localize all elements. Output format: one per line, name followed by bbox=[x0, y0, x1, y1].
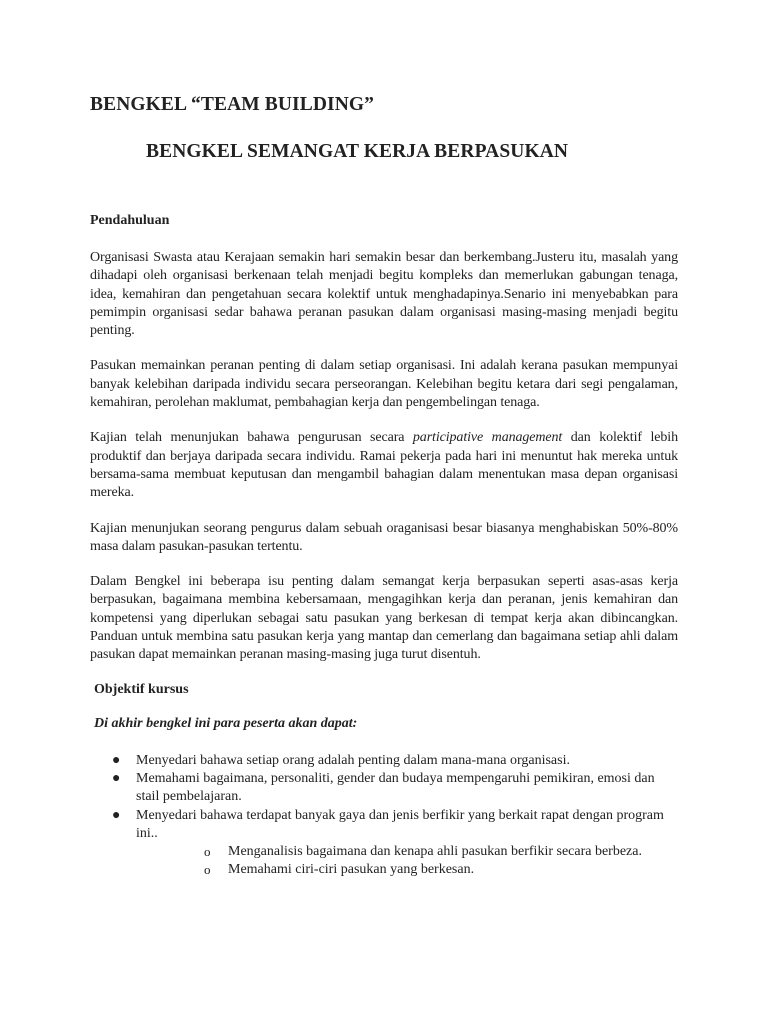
objectives-heading: Objektif kursus bbox=[94, 681, 189, 697]
intro-paragraph-3 bbox=[90, 429, 678, 502]
document-page bbox=[90, 94, 678, 880]
intro-paragraph-3-end: dan kolektif lebih produktif dan berjaya daripada secara individu. Ramai pekerja pada hari ini menuntut hak mereka untuk bersama-sama membuat keputusan dan mengambil bahagian dalam menentukan masa depan organisasi mereka. bbox=[90, 430, 678, 501]
intro-paragraph-4: Kajian menunjukan seorang pengurus dalam sebuah oraganisasi besar biasanya menghabiskan 50%-80% masa dalam pasukan-pasukan tertentu. bbox=[90, 520, 678, 554]
sub-list-item bbox=[136, 843, 678, 861]
list-item bbox=[90, 752, 678, 770]
objectives-sublist bbox=[136, 843, 678, 880]
bullet-icon: ● bbox=[112, 770, 121, 786]
document-subtitle: BENGKEL SEMANGAT KERJA BERPASUKAN bbox=[146, 141, 569, 162]
intro-paragraph-3-start: Kajian telah menunjukan bahawa pengurusan secara bbox=[90, 430, 413, 446]
list-item bbox=[90, 807, 678, 880]
sub-list-item-text: Menganalisis bagaimana dan kenapa ahli pasukan berfikir secara berbeza. bbox=[228, 844, 642, 860]
intro-paragraph-5: Dalam Bengkel ini beberapa isu penting dalam semangat kerja berpasukan seperti asas-asas kerja berpasukan, bagaimana membina kebersamaan, mengagihkan kerja dan peranan, jenis kemahiran dan kompetensi yang diperlukan sebagai satu pasukan yang berkesan di tempat kerja akan dibincangkan. Panduan untuk membina satu pasukan kerja yang mantap dan cemerlang dan bagaimana setiap ahli dalam pasukan dapat memainkan peranan masing-masing juga turut disentuh. bbox=[90, 574, 678, 663]
list-item-text: Menyedari bahawa setiap orang adalah penting dalam mana-mana organisasi. bbox=[136, 752, 570, 768]
intro-paragraph-2: Pasukan memainkan peranan penting di dalam setiap organisasi. Ini adalah kerana pasukan mempunyai banyak kelebihan daripada individu secara perseorangan. Kelebihan begitu ketara dari segi pengalaman, kemahiran, perolehan maklumat, pembahagian kerja dan pengembelingan tenaga. bbox=[90, 358, 678, 411]
list-item-text: Menyedari bahawa terdapat banyak gaya dan jenis berfikir yang berkait rapat dengan program ini.. bbox=[136, 807, 664, 841]
document-title: BENGKEL “TEAM BUILDING” bbox=[90, 94, 375, 115]
list-item-text: Memahami bagaimana, personaliti, gender dan budaya mempengaruhi pemikiran, emosi dan stail pembelajaran. bbox=[136, 770, 655, 805]
list-item bbox=[90, 770, 678, 807]
intro-heading: Pendahuluan bbox=[90, 213, 170, 228]
sub-list-item bbox=[136, 861, 678, 879]
participative-management-term: participative management bbox=[412, 430, 563, 446]
bullet-icon: ● bbox=[112, 752, 121, 768]
objectives-intro: Di akhir bengkel ini para peserta akan dapat: bbox=[94, 715, 358, 731]
intro-paragraph-1: Organisasi Swasta atau Kerajaan semakin hari semakin besar dan berkembang.Justeru itu, masalah yang dihadapi oleh organisasi berkenaan telah menjadi begitu kompleks dan memerlukan gabungan tenaga, idea, kemahiran dan pengetahuan secara kolektif untuk menghadapinya.Senario ini menyebabkan para pemimpin organisasi sedar bahawa peranan pasukan dalam organisasi masing-masing menjadi begitu penting. bbox=[90, 250, 678, 339]
sub-list-item-text: Memahami ciri-ciri pasukan yang berkesan. bbox=[228, 862, 475, 878]
bullet-icon: ● bbox=[112, 807, 121, 823]
circle-bullet-icon: o bbox=[204, 844, 211, 860]
objectives-list bbox=[90, 752, 678, 880]
circle-bullet-icon: o bbox=[204, 862, 211, 878]
